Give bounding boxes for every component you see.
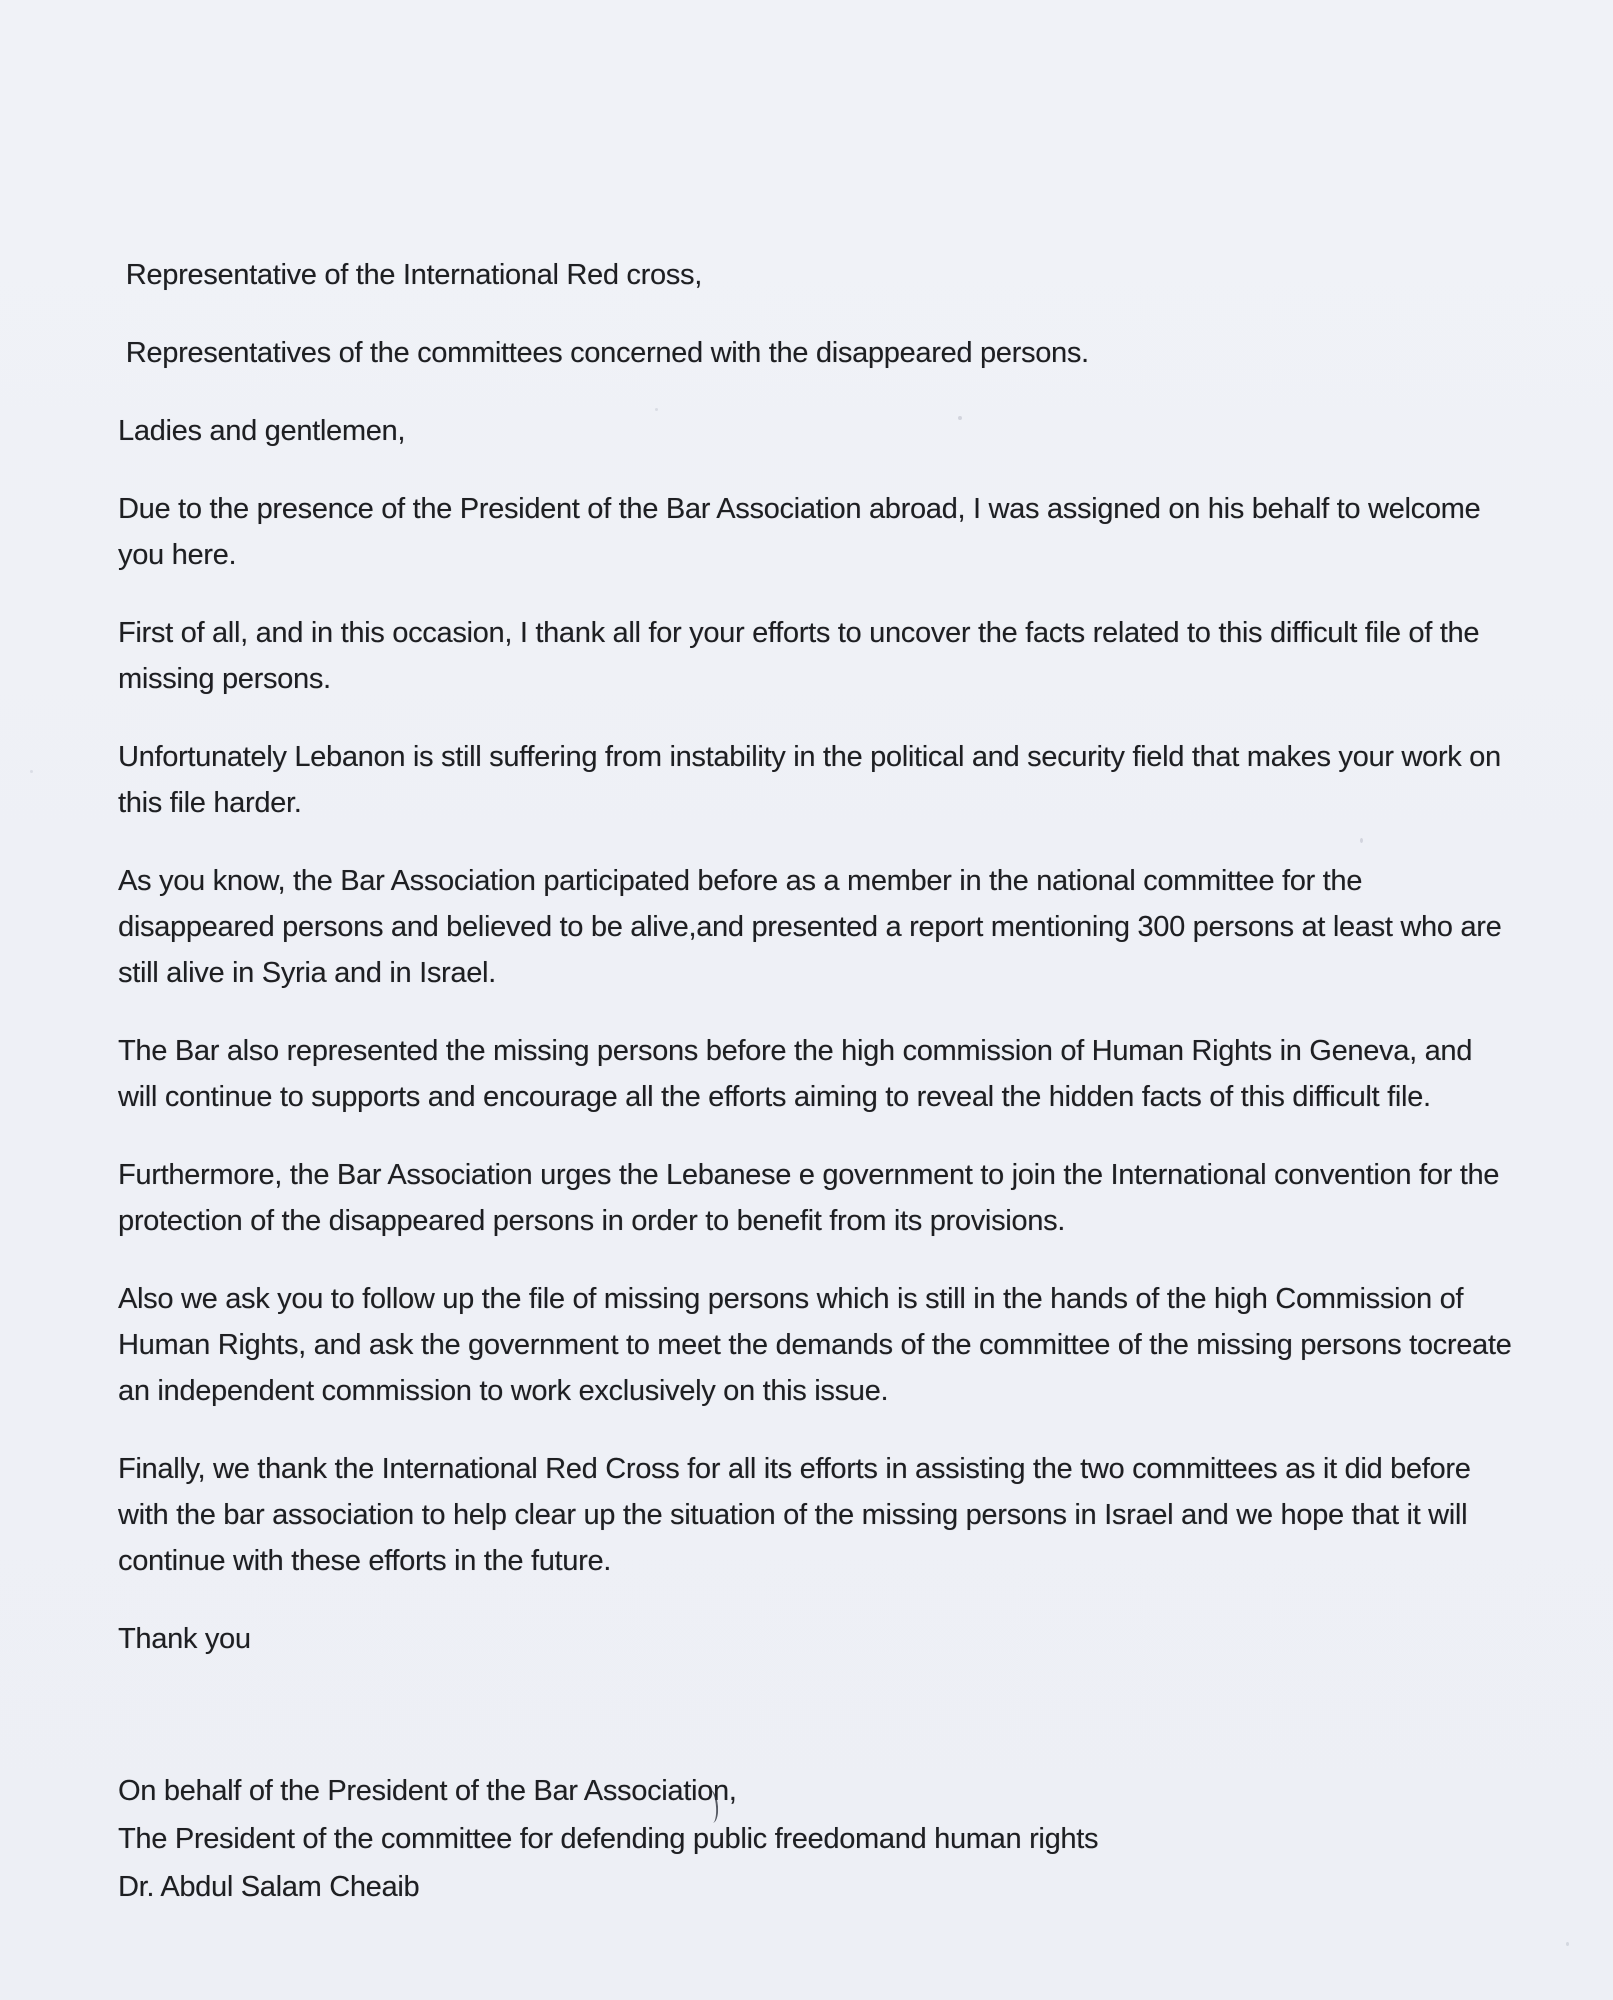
paper-speck	[655, 408, 658, 411]
closing-thank-you: Thank you	[118, 1623, 251, 1655]
para-lebanon-instability: Unfortunately Lebanon is still suffering from instability in the political and security field that makes your work on this file harder.	[118, 741, 1509, 819]
signature-block	[118, 1767, 1518, 1911]
paper-speck	[1360, 838, 1363, 843]
para-thanks-for-efforts: First of all, and in this occasion, I thank all for your efforts to uncover the facts related to this difficult file of the missing persons.	[118, 617, 1487, 695]
paper-speck	[1566, 1942, 1569, 1946]
salutation-red-cross: Representative of the International Red cross,	[118, 259, 702, 291]
signature-name: Dr. Abdul Salam Cheaib	[118, 1871, 420, 1903]
para-international-convention: Furthermore, the Bar Association urges the Lebanese e government to join the International convention for the protection of the disappeared persons in order to benefit from its provisions.	[118, 1159, 1507, 1237]
paper-speck	[958, 416, 962, 420]
signature-title: The President of the committee for defending public freedomand human rights	[118, 1823, 1099, 1855]
para-follow-up-file: Also we ask you to follow up the file of missing persons which is still in the hands of the high Commission of Human Rights, and ask the government to meet the demands of the committee of the missing persons tocreate an independent commission to work exclusively on this issue.	[118, 1283, 1520, 1407]
para-geneva-commission: The Bar also represented the missing persons before the high commission of Human Rights in Geneva, and will continue to supports and encourage all the efforts aiming to reveal the hidden facts of this difficult file.	[118, 1035, 1480, 1113]
salutation-ladies-gentlemen: Ladies and gentlemen,	[118, 415, 406, 447]
para-thanks-red-cross: Finally, we thank the International Red Cross for all its efforts in assisting the two committees as it did before with the bar association to help clear up the situation of the missing persons in Israel and we hope that it will continue with these efforts in the future.	[118, 1453, 1479, 1577]
letter-body	[118, 252, 1518, 1911]
para-presence-of-president: Due to the presence of the President of the Bar Association abroad, I was assigned on his behalf to welcome you here.	[118, 493, 1489, 571]
salutation-committees: Representatives of the committees concerned with the disappeared persons.	[118, 337, 1089, 369]
para-national-committee: As you know, the Bar Association participated before as a member in the national committee for the disappeared persons and believed to be alive,and presented a report mentioning 300 persons at least who are still alive in Syria and in Israel.	[118, 865, 1510, 989]
paper-speck	[30, 770, 33, 773]
signature-on-behalf: On behalf of the President of the Bar Association,	[118, 1775, 737, 1807]
